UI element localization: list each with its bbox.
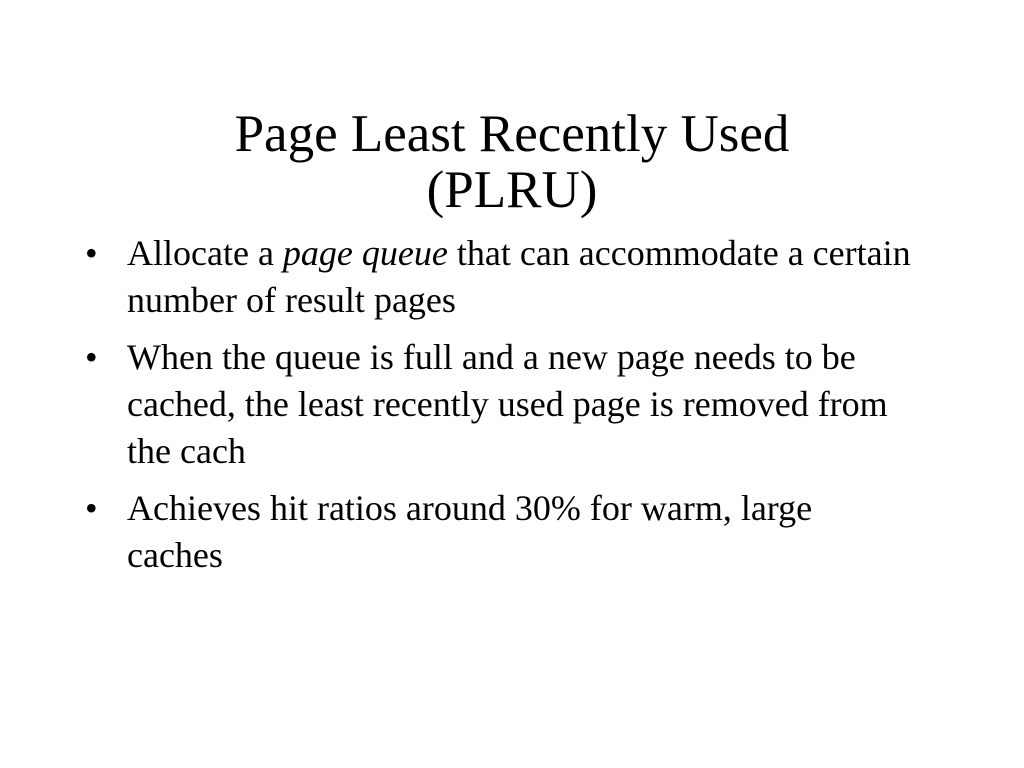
bullet-list [85, 230, 915, 589]
bullet-point-icon: • [85, 233, 98, 273]
bullet-text: Achieves hit ratios around 30% for warm, large caches [127, 488, 813, 575]
bullet-text: When the queue is full and a new page needs to be cached, the least recently used page is removed from the cach [127, 337, 888, 471]
bullet-item-queue-full [85, 334, 915, 475]
bullet-emphasis-page-queue: page queue [282, 233, 448, 273]
bullet-text-part-2: that can accommodate a certain number of result pages [127, 233, 911, 320]
bullet-item-hit-ratios [85, 485, 915, 579]
bullet-text-part-1: Allocate a [127, 233, 283, 273]
bullet-point-icon: • [85, 488, 98, 528]
slide-title-line-2: (PLRU) [426, 160, 598, 219]
bullet-item-page-queue [85, 230, 915, 324]
slide-title [110, 106, 914, 218]
slide-title-line-1: Page Least Recently Used [234, 104, 790, 163]
bullet-point-icon: • [85, 337, 98, 377]
